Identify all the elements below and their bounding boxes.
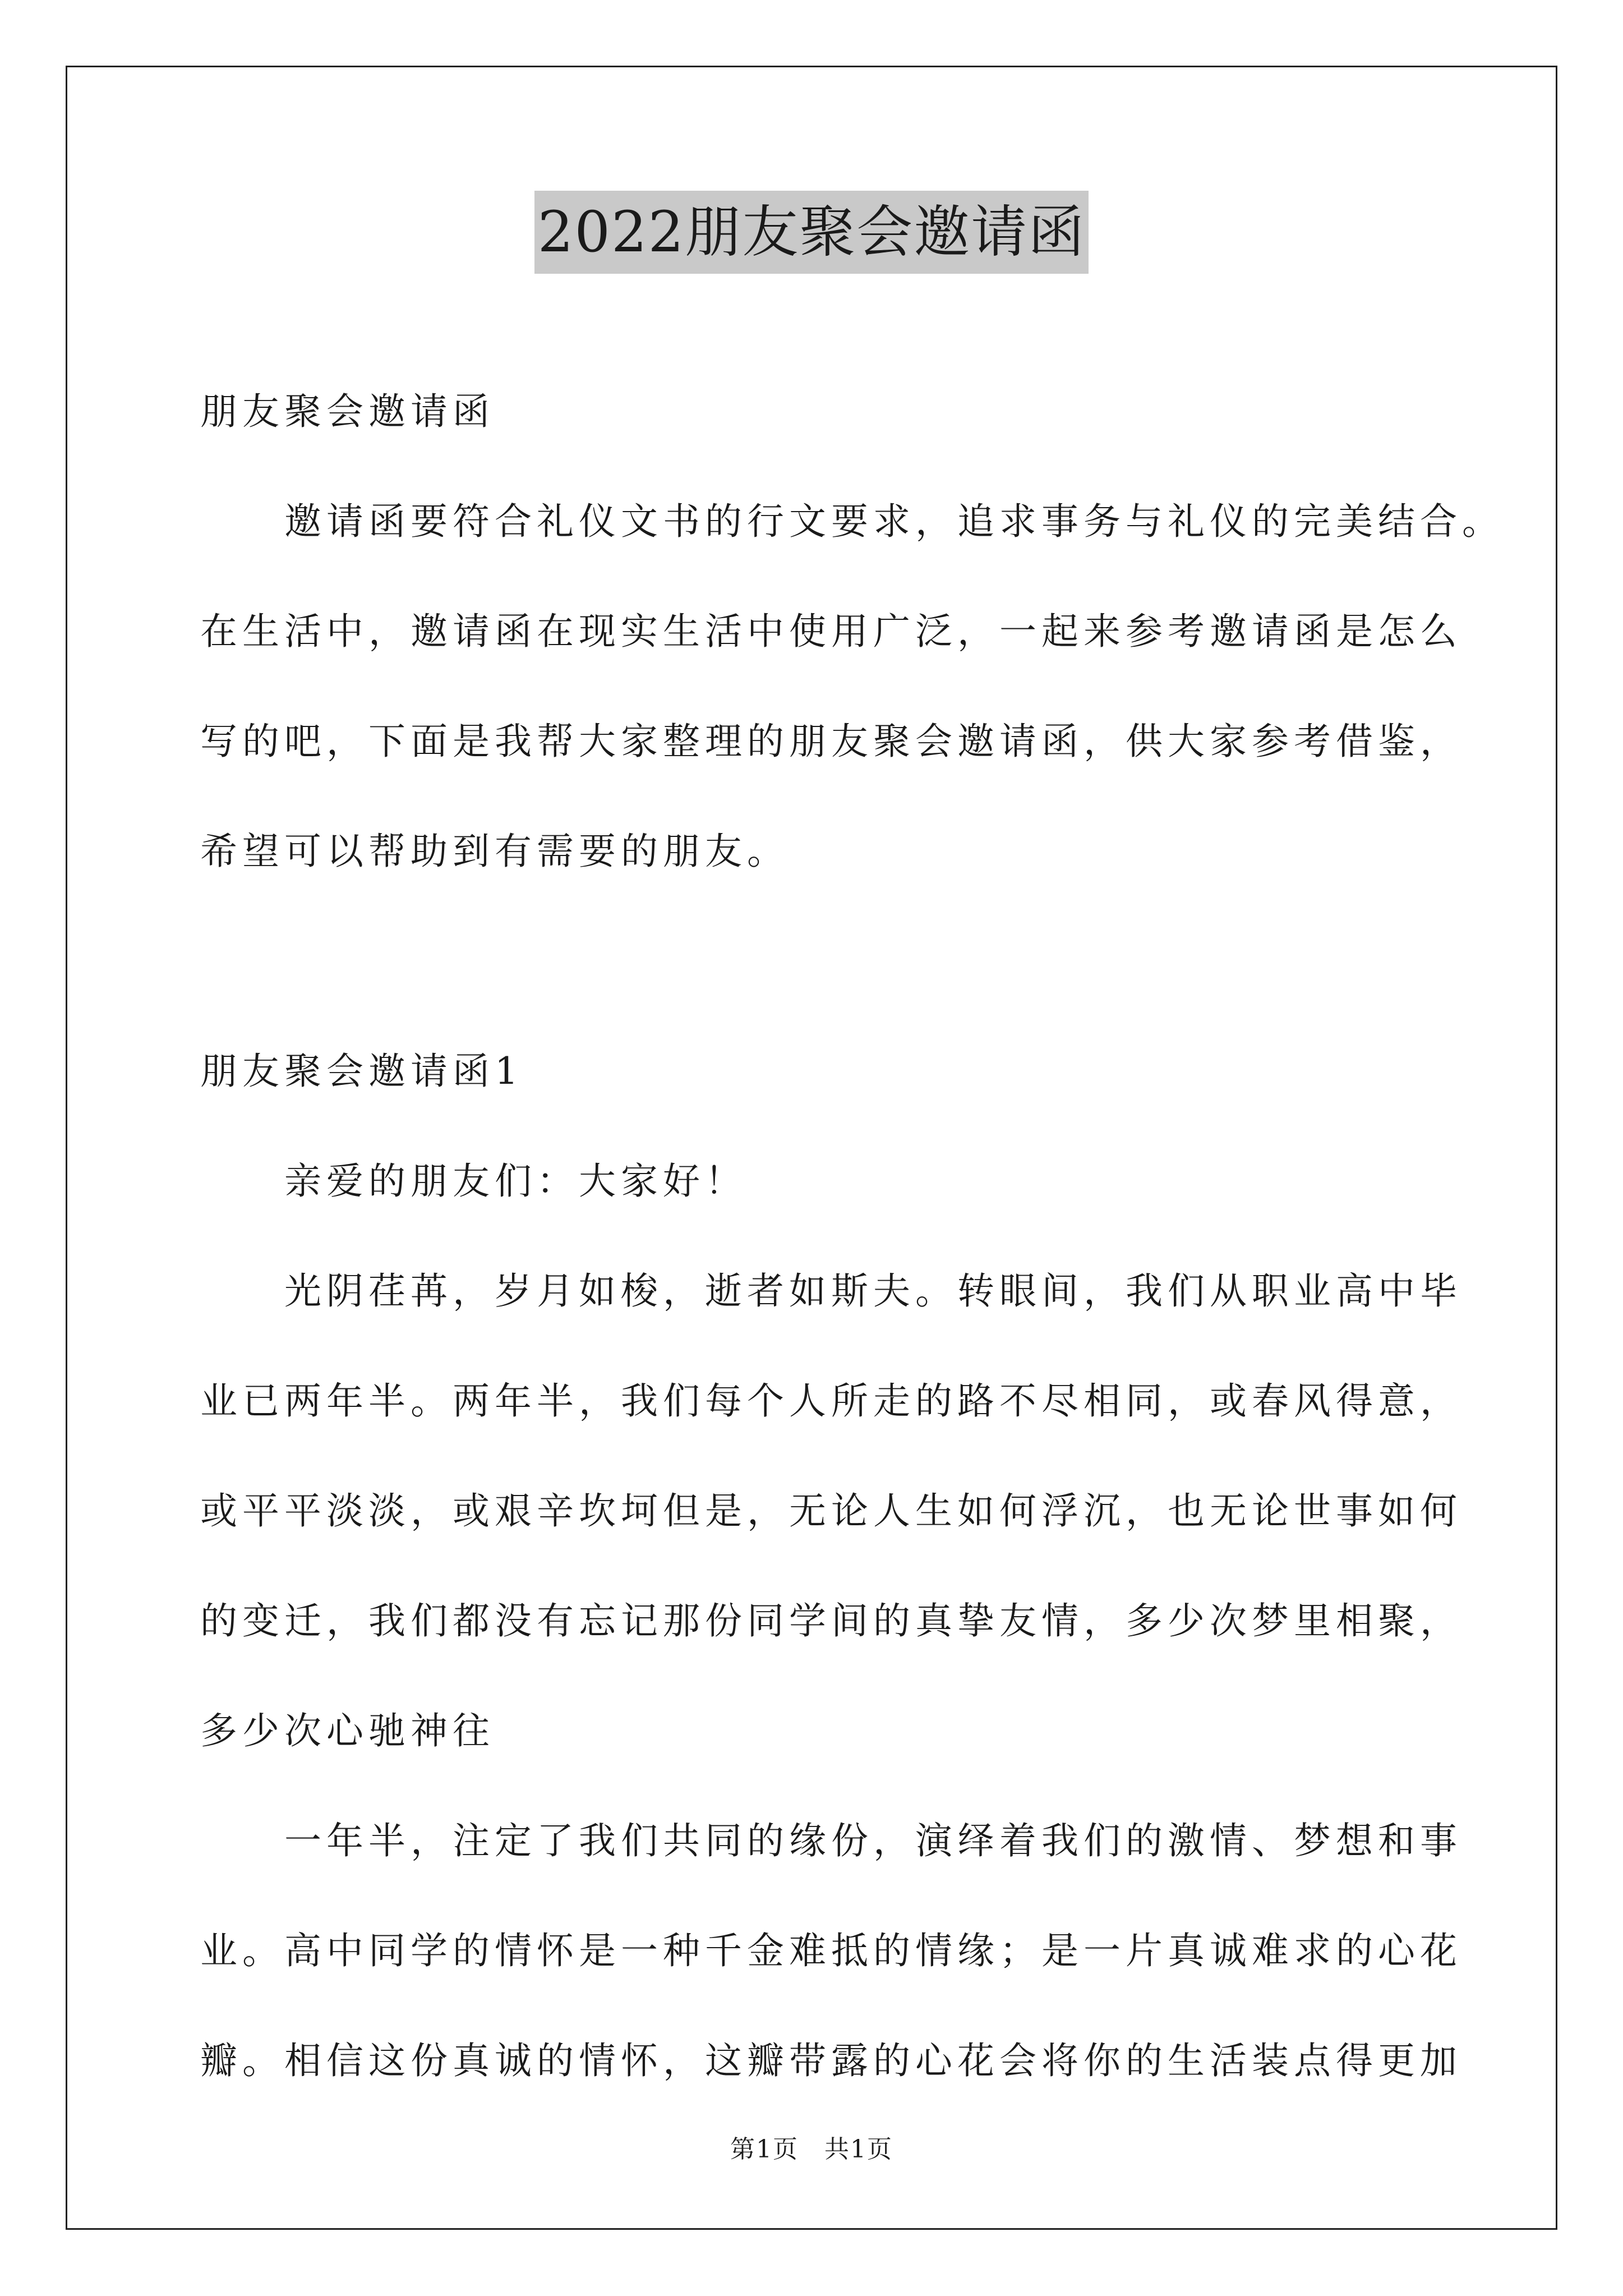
- paragraph-line: 一年半，注定了我们共同的缘份，演绎着我们的激情、梦想和事: [284, 1819, 1462, 1862]
- page-footer: 第1页 共1页: [730, 2135, 893, 2164]
- paragraph-line: 或平平淡淡，或艰辛坎坷但是，无论人生如何浮沉，也无论世事如何: [200, 1489, 1462, 1533]
- intro-line: 邀请函要符合礼仪文书的行文要求，追求事务与礼仪的完美结合。: [284, 500, 1504, 543]
- paragraph-line: 的变迁，我们都没有忘记那份同学间的真挚友情，多少次梦里相聚，: [200, 1599, 1462, 1642]
- paragraph-line: 业。高中同学的情怀是一种千金难抵的情缘；是一片真诚难求的心花: [200, 1929, 1462, 1972]
- paragraph-line: 业已两年半。两年半，我们每个人所走的路不尽相同，或春风得意，: [200, 1379, 1462, 1423]
- paragraph-1: [200, 1236, 1468, 1786]
- intro-line: 写的吧，下面是我帮大家整理的朋友聚会邀请函，供大家参考借鉴，: [200, 720, 1462, 763]
- section-heading: 朋友聚会邀请函1: [200, 1050, 523, 1093]
- paragraph-line: 瓣。相信这份真诚的情怀，这瓣带露的心花会将你的生活装点得更加: [200, 2039, 1462, 2082]
- document-title: 2022朋友聚会邀请函: [534, 191, 1089, 274]
- greeting: 亲爱的朋友们：大家好！: [284, 1159, 747, 1203]
- paragraph-line: 多少次心驰神往: [200, 1709, 495, 1752]
- intro-paragraph: [200, 467, 1504, 907]
- paragraph-line: 光阴荏苒，岁月如梭，逝者如斯夫。转眼间，我们从职业高中毕: [284, 1269, 1462, 1313]
- title-wrap: [0, 191, 1623, 274]
- intro-line: 在生活中，邀请函在现实生活中使用广泛，一起来参考邀请函是怎么: [200, 610, 1462, 653]
- paragraph-2: [200, 1786, 1468, 2116]
- intro-line: 希望可以帮助到有需要的朋友。: [200, 830, 789, 873]
- document-body: [200, 191, 1504, 2116]
- subtitle: 朋友聚会邀请函: [200, 390, 495, 433]
